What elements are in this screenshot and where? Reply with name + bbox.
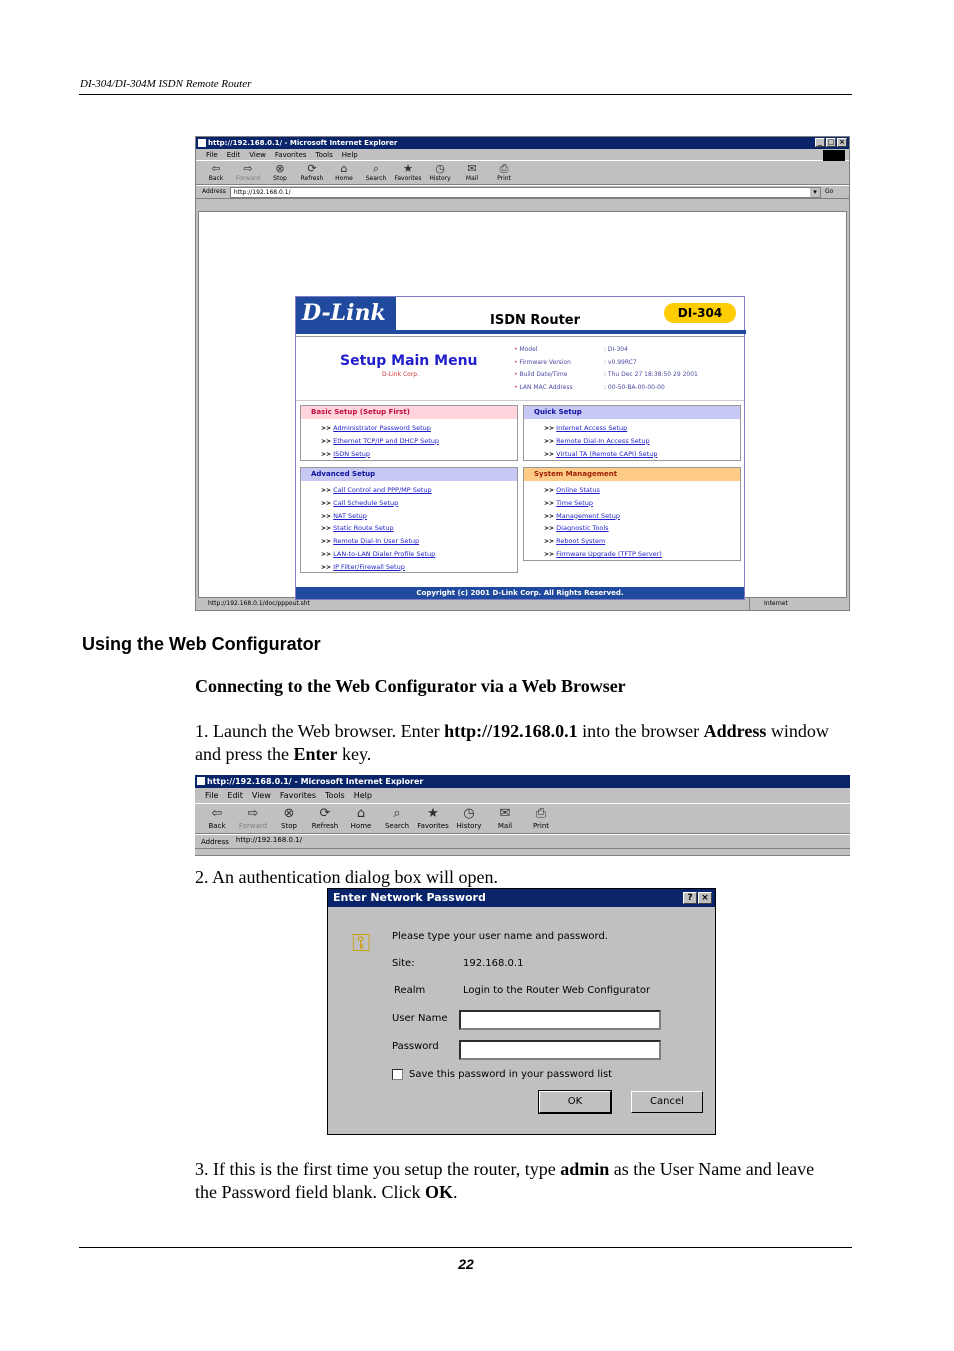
forward-button[interactable]: ⇨ Forward [235, 162, 261, 182]
dlink-page [295, 296, 745, 600]
home-button[interactable]: ⌂ Home [330, 161, 358, 184]
save-password-label: Save this password in your password list [409, 1069, 613, 1080]
menu-favorites[interactable]: Favorites [274, 151, 307, 159]
link-diagnostic-tools[interactable]: >> Diagnostic Tools [544, 522, 740, 535]
quick-setup-box [523, 405, 741, 461]
address-bar-2 [195, 834, 850, 849]
realm-value: Login to the Router Web Configurator [463, 985, 651, 996]
section-title: Using the Web Configurator [82, 634, 321, 654]
browser-title: http://192.168.0.1/ - Microsoft Internet Explorer [208, 139, 398, 147]
basic-setup-title: Basic Setup (Setup First) [301, 406, 517, 419]
link-call-schedule[interactable]: >> Call Schedule Setup [321, 497, 517, 510]
user-name-input[interactable] [459, 1010, 661, 1030]
link-ethernet-tcpip[interactable]: >> Ethernet TCP/IP and DHCP Setup [321, 435, 517, 448]
back-arrow-icon: ⇦ [211, 806, 223, 821]
search-icon: ⌕ [393, 806, 401, 821]
stop-icon: ⊗ [283, 806, 295, 821]
link-management-setup[interactable]: >> Management Setup [544, 510, 740, 523]
key-icon: ⚿ [352, 929, 371, 957]
favorites-button[interactable]: ★ Favorites [417, 806, 449, 830]
link-remote-dialin-user[interactable]: >> Remote Dial-In User Setup [321, 535, 517, 548]
link-online-status[interactable]: >> Online Status [544, 484, 740, 497]
browser-chrome-2 [195, 775, 850, 856]
browser2-menu-bar [195, 788, 850, 804]
favorites-icon: ★ [403, 162, 413, 175]
menu-help[interactable]: Help [353, 791, 372, 800]
stop-icon: ⊗ [275, 162, 285, 175]
close-icon[interactable]: × [698, 892, 712, 904]
site-label: Site: [392, 958, 415, 969]
windows-flag-icon [823, 150, 845, 161]
model-badge: DI-304 [664, 303, 736, 323]
header-rule [79, 94, 852, 95]
link-time-setup[interactable]: >> Time Setup [544, 497, 740, 510]
dialog-title: Enter Network Password [333, 891, 486, 904]
address-bar [196, 185, 849, 199]
refresh-icon: ⟳ [319, 806, 331, 821]
go-button[interactable]: Go [825, 188, 834, 195]
subsection-title: Connecting to the Web Configurator via a Web Browser [195, 676, 626, 696]
user-name-label: User Name [392, 1013, 448, 1024]
browser2-toolbar [195, 804, 850, 834]
realm-label: Realm [394, 985, 426, 996]
password-label: Password [392, 1041, 439, 1052]
menu-file[interactable]: File [206, 151, 218, 159]
stop-button[interactable]: ⊗ Stop [273, 804, 305, 833]
print-button[interactable]: ⎙ Print [525, 804, 557, 833]
search-icon: ⌕ [372, 162, 380, 175]
mail-button[interactable]: ✉ Mail [458, 161, 486, 184]
ok-button[interactable]: OK [539, 1091, 611, 1113]
ie-icon [197, 777, 205, 785]
browser-title-bar [196, 137, 849, 149]
menu-edit[interactable]: Edit [227, 791, 243, 800]
mail-icon: ✉ [467, 162, 477, 175]
menu-view[interactable]: View [249, 151, 266, 159]
address-label: Address [202, 188, 226, 195]
refresh-button[interactable]: ⟳ Refresh [298, 161, 326, 184]
link-call-control[interactable]: >> Call Control and PPP/MP Setup [321, 484, 517, 497]
minimize-icon[interactable]: _ [815, 138, 825, 147]
history-icon: ◷ [435, 162, 445, 175]
auth-dialog [327, 888, 716, 1135]
history-icon: ◷ [463, 806, 475, 821]
menu-tools[interactable]: Tools [325, 791, 345, 800]
refresh-button[interactable]: ⟳ Refresh [309, 804, 341, 833]
device-info: • Model : DI-304 • Firmware Version : v0.99RC7 • Build Date/Time : Thu Dec 27 18:38:50 29 2001 • LAN MAC Address : 00-50-BA-00-00-00 [514, 344, 698, 394]
stop-button[interactable]: ⊗ Stop [266, 161, 294, 184]
address-input-2[interactable]: http://192.168.0.1/ [235, 836, 302, 844]
footer-rule [79, 1247, 852, 1248]
link-admin-password[interactable]: >> Administrator Password Setup [321, 422, 517, 435]
menu-tools[interactable]: Tools [315, 151, 333, 159]
search-button[interactable]: ⌕ Search [362, 161, 390, 184]
dlink-header [296, 297, 744, 337]
browser2-title-bar [195, 775, 850, 788]
maximize-icon[interactable]: □ [827, 138, 835, 146]
print-button[interactable]: ⎙ Print [490, 161, 518, 184]
forward-arrow-icon: ⇨ [243, 162, 253, 175]
link-isdn-setup[interactable]: >> ISDN Setup [321, 448, 517, 461]
dlink-logo: D-Link [296, 297, 396, 330]
menu-file[interactable]: File [205, 791, 219, 800]
back-arrow-icon: ⇦ [211, 162, 221, 175]
help-icon[interactable]: ? [683, 892, 697, 904]
link-reboot-system[interactable]: >> Reboot System [544, 535, 740, 548]
browser-menu-bar [196, 149, 849, 161]
page-number: 22 [458, 1256, 474, 1272]
browser-toolbar [196, 161, 849, 185]
dialog-prompt: Please type your user name and password. [392, 931, 608, 942]
advanced-setup-title: Advanced Setup [301, 468, 517, 481]
step-3: 3. If this is the first time you setup the router, type admin as the User Name and leave the Password field blank. Click OK. [195, 1159, 815, 1202]
back-button[interactable]: ⇦ Back [201, 804, 233, 833]
save-password-option[interactable] [392, 1069, 612, 1080]
system-management-box [523, 467, 741, 561]
search-button[interactable]: ⌕ Search [381, 804, 413, 833]
link-static-route[interactable]: >> Static Route Setup [321, 522, 517, 535]
link-ip-filter[interactable]: >> IP Filter/Firewall Setup [321, 561, 517, 574]
product-name: ISDN Router [490, 313, 581, 328]
status-zone: Internet [749, 598, 849, 610]
refresh-icon: ⟳ [307, 162, 317, 175]
link-remote-dialin-access[interactable]: >> Remote Dial-In Access Setup [544, 435, 740, 448]
browser2-title: http://192.168.0.1/ - Microsoft Internet Explorer [207, 777, 424, 786]
corp-name: D-Link Corp. [382, 371, 420, 378]
forward-arrow-icon: ⇨ [247, 806, 259, 821]
browser-window [195, 136, 850, 611]
print-icon: ⎙ [499, 162, 509, 175]
site-value: 192.168.0.1 [463, 958, 524, 969]
menu-view[interactable]: View [251, 791, 271, 800]
menu-favorites[interactable]: Favorites [279, 791, 317, 800]
home-icon: ⌂ [340, 162, 348, 175]
link-lan-to-lan[interactable]: >> LAN-to-LAN Dialer Profile Setup [321, 548, 517, 561]
step-1: 1. Launch the Web browser. Enter http://192.168.0.1 into the browser Address window and press the Enter key. [195, 721, 829, 764]
history-button[interactable]: ◷ History [453, 804, 485, 833]
back-button[interactable]: ⇦ Back [202, 161, 230, 184]
status-bar [196, 598, 849, 610]
link-nat-setup[interactable]: >> NAT Setup [321, 510, 517, 523]
favorites-icon: ★ [427, 806, 439, 821]
print-icon: ⎙ [535, 806, 547, 821]
link-virtual-ta[interactable]: >> Virtual TA (Remote CAPI) Setup [544, 448, 740, 461]
close-icon[interactable]: × [837, 138, 847, 147]
page-header: DI-304/DI-304M ISDN Remote Router [80, 78, 252, 90]
menu-header [296, 337, 744, 401]
basic-setup-box [300, 405, 518, 461]
status-url: http://192.168.0.1/doc/pppout.sht [208, 600, 310, 607]
dialog-title-bar [328, 889, 715, 907]
home-icon: ⌂ [356, 806, 366, 821]
mail-icon: ✉ [499, 806, 511, 821]
menu-edit[interactable]: Edit [226, 151, 241, 159]
copyright-bar: Copyright (c) 2001 D-Link Corp. All Rights Reserved. [296, 587, 744, 599]
address-label: Address [201, 837, 229, 846]
favorites-button[interactable]: ★ Favorites [394, 162, 422, 182]
dlink-header-band [296, 330, 746, 334]
quick-setup-title: Quick Setup [524, 406, 740, 419]
address-input[interactable]: http://192.168.0.1/ ▾ [230, 187, 821, 198]
home-button[interactable]: ⌂ Home [345, 804, 377, 833]
menu-title: Setup Main Menu [340, 353, 478, 369]
save-password-checkbox[interactable] [392, 1069, 403, 1080]
password-input[interactable] [459, 1040, 661, 1060]
forward-button[interactable]: ⇨ Forward [238, 806, 268, 830]
mail-button[interactable]: ✉ Mail [489, 804, 521, 833]
history-button[interactable]: ◷ History [426, 161, 454, 184]
advanced-setup-box [300, 467, 518, 573]
step-2: 2. An authentication dialog box will open. [195, 867, 498, 887]
ie-icon [198, 139, 206, 147]
browser-content [198, 211, 847, 598]
cancel-button[interactable]: Cancel [631, 1091, 703, 1113]
link-firmware-upgrade[interactable]: >> Firmware Upgrade (TFTP Server) [544, 548, 740, 561]
menu-help[interactable]: Help [341, 151, 358, 159]
system-management-title: System Management [524, 468, 740, 481]
link-internet-access[interactable]: >> Internet Access Setup [544, 422, 740, 435]
